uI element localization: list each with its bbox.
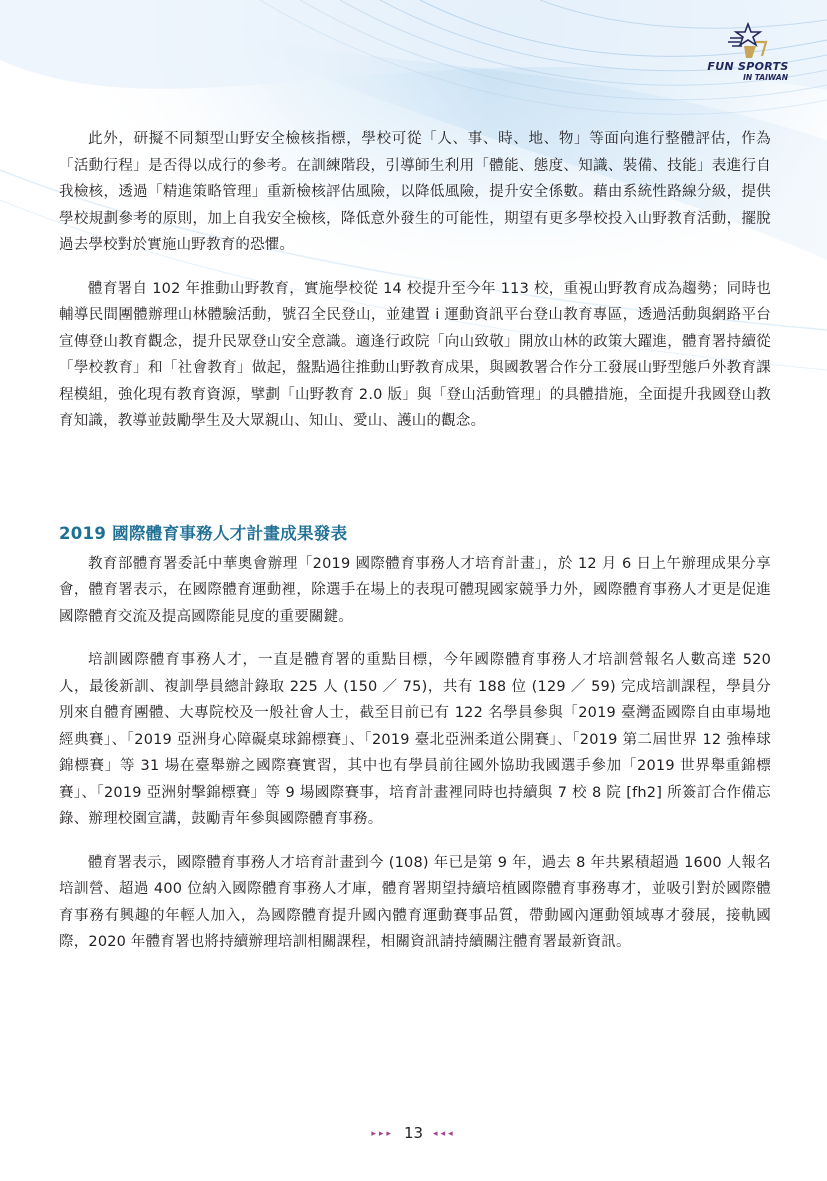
section-title: 2019 國際體育事務人才計畫成果發表: [59, 523, 348, 543]
fun-sports-logo: [698, 22, 798, 92]
paragraph-talent-training: 培訓國際體育事務人才，一直是體育署的重點目標，今年國際體育事務人才培訓營報名人數高達 520 人，最後新訓、複訓學員總計錄取 225 人 (150 ／ 75)，共有 188 位 (129 ／ 59) 完成培訓課程，學員分別來自體育團體、大專院校及一般社會人士，截至目前已有 122 名學員參與「2019 臺灣盃國際自由車場地經典賽」、「2019 亞洲身心障礙桌球錦標賽」、「2019 臺北亞洲柔道公開賽」、「2019 第二屆世界 12 強棒球錦標賽」等 31 場在臺舉辦之國際賽實習，其中也有學員前往國外協助我國選手參加「2019 世界舉重錦標賽」、「2019 亞洲射擊錦標賽」等 9 場國際賽事，培育計畫裡同時也持續與 7 校 8 院 [fh2] 所簽訂合作備忘錄、辦理校園宣講，鼓勵青年參與國際體育事務。: [59, 652, 771, 827]
paragraph-safety-check: 此外，研擬不同類型山野安全檢核指標，學校可從「人、事、時、地、物」等面向進行整體評估，作為「活動行程」是否得以成行的參考。在訓練階段，引導師生利用「體能、態度、知識、裝備、技能」表進行自我檢核，透過「精進策略管理」重新檢核評估風險，以降低風險，提升安全係數。藉由系統性路線分級，提供學校規劃參考的原則，加上自我安全檢核，降低意外發生的可能性，期望有更多學校投入山野教育活動，擺脫過去學校對於實施山野教育的恐懼。: [59, 131, 771, 253]
article-content: [59, 126, 771, 956]
paragraph-mountain-education: 體育署自 102 年推動山野教育，實施學校從 14 校提升至今年 113 校，重視山野教育成為趨勢；同時也輔導民間團體辦理山林體驗活動，號召全民登山，並建置 i 運動資訊平台登山教育專區，透過活動與網路平台宣傳登山教育觀念，提升民眾登山安全意識。適逢行政院「向山致敬」開放山林的政策大躍進，體育署持續從「學校教育」和「社會教育」做起，盤點過往推動山野教育成果，與國教署合作分工發展山野型態戶外教育課程模組，強化現有教育資源，擘劃「山野教育 2.0 版」與「登山活動管理」的具體措施，全面提升我國登山教育知識，教導並鼓勵學生及大眾親山、知山、愛山、護山的觀念。: [59, 280, 771, 429]
page-footer: [0, 1124, 827, 1142]
page-number: 13: [403, 1124, 424, 1142]
arrows-left-icon: ◂◂◂: [433, 1129, 456, 1139]
arrows-right-icon: ▸▸▸: [371, 1129, 394, 1139]
paragraph-talent-program-intro: 教育部體育署委託中華奧會辦理「2019 國際體育事務人才培育計畫」，於 12 月 6 日上午辦理成果分享會，體育署表示，在國際體育運動裡，除選手在場上的表現可體現國家競爭力外，國際體育事務人才更是促進國際體育交流及提高國際能見度的重要關鍵。: [59, 555, 771, 625]
logo-text-in-taiwan: IN TAIWAN: [743, 73, 788, 82]
paragraph-talent-summary: 體育署表示，國際體育事務人才培育計畫到今 (108) 年已是第 9 年，過去 8 年共累積超過 1600 人報名培訓營、超過 400 位納入國際體育事務人才庫，體育署期望持續培植國際體育事務專才，並吸引對於國際體育事務有興趣的年輕人加入，為國際體育提升國內體育運動賽事品質，帶動國內運動領域專才發展，接軌國際，2020 年體育署也將持續辦理培訓相關課程，相關資訊請持續關注體育署最新資訊。: [59, 854, 771, 950]
fun-sports-emblem-icon: [726, 22, 770, 60]
logo-text-fun-sports: FUN SPORTS: [707, 60, 789, 73]
